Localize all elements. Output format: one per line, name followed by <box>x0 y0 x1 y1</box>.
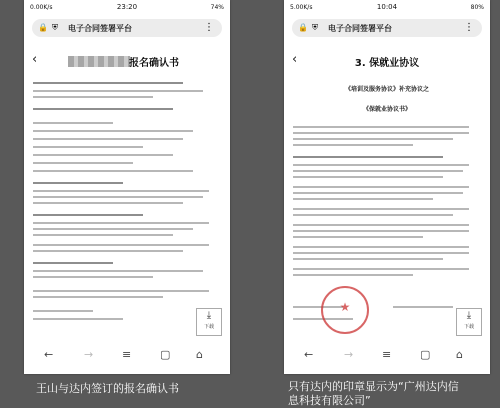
address-bar[interactable] <box>32 19 222 37</box>
caption-left: 王山与达内签订的报名确认书 <box>36 382 179 395</box>
shield-icon: ⛨ <box>52 23 58 32</box>
browser-nav-bar <box>24 348 230 364</box>
seal-stamp: ★ <box>321 286 369 334</box>
back-icon[interactable]: ‹ <box>32 52 38 67</box>
download-button[interactable] <box>456 308 482 336</box>
battery-level: 74% <box>210 4 224 11</box>
left-phone-screenshot <box>24 0 230 374</box>
document-body <box>293 78 481 336</box>
more-icon[interactable]: ⋮ <box>204 22 214 33</box>
address-title: 电子合同签署平台 <box>68 24 132 33</box>
nav-home-icon[interactable]: ⌂ <box>456 348 463 361</box>
nav-back-icon[interactable]: ← <box>304 348 314 361</box>
nav-home-icon[interactable]: ⌂ <box>196 348 203 361</box>
page-title: 3. 保就业协议 <box>354 58 420 69</box>
doc-heading-1: 《培训及服务协议》补充协议之 <box>344 86 429 93</box>
doc-heading-2: 《保就业协议书》 <box>362 106 411 113</box>
nav-menu-icon[interactable]: ≡ <box>382 348 392 361</box>
nav-menu-icon[interactable]: ≡ <box>122 348 132 361</box>
download-label: 下载 <box>463 324 474 330</box>
download-icon: ⤓ <box>466 310 472 321</box>
right-phone-screenshot <box>284 0 490 374</box>
page-title: 报名确认书 <box>129 58 179 69</box>
status-bar <box>284 0 490 14</box>
back-icon[interactable]: ‹ <box>292 52 298 67</box>
nav-tabs-icon[interactable]: ▢ <box>420 348 431 361</box>
browser-nav-bar <box>284 348 490 364</box>
clock: 23:20 <box>116 3 138 11</box>
clock: 10:04 <box>376 3 398 11</box>
lock-icon: 🔒 <box>298 23 308 32</box>
network-speed: 5.00K/s <box>290 4 313 11</box>
address-title: 电子合同签署平台 <box>328 24 392 33</box>
nav-tabs-icon[interactable]: ▢ <box>160 348 171 361</box>
address-bar[interactable] <box>292 19 482 37</box>
download-button[interactable] <box>196 308 222 336</box>
caption-right: 只有达内的印章显示为“广州达内信 <box>288 380 459 393</box>
nav-forward-icon[interactable]: → <box>84 348 94 361</box>
nav-back-icon[interactable]: ← <box>44 348 54 361</box>
status-bar <box>24 0 230 14</box>
battery-level: 80% <box>470 4 484 11</box>
nav-forward-icon[interactable]: → <box>344 348 354 361</box>
download-icon: ⤓ <box>206 310 212 321</box>
page-header <box>284 52 490 72</box>
caption-right-line2: 息科技有限公司” <box>288 394 371 407</box>
lock-icon: 🔒 <box>38 23 48 32</box>
shield-icon: ⛨ <box>312 23 318 32</box>
document-body <box>33 78 221 336</box>
download-label: 下载 <box>203 324 214 330</box>
network-speed: 0.00K/s <box>30 4 53 11</box>
more-icon[interactable]: ⋮ <box>464 22 474 33</box>
page-header <box>24 52 230 72</box>
